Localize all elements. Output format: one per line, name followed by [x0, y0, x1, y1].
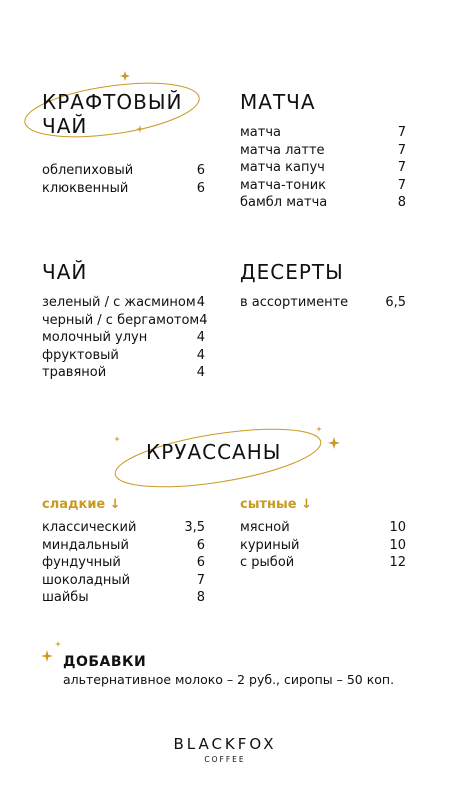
list-item [42, 294, 205, 312]
list-item [42, 162, 205, 180]
tea-list [42, 294, 208, 382]
sweet-label: сладкие ↓ [42, 497, 121, 512]
item-name: клюквенный [42, 180, 129, 196]
addons-text: альтернативное молоко – 2 руб., сиропы – 50 коп. [63, 672, 395, 687]
brand-name: BLACKFOX [173, 735, 277, 753]
sparkle-star-icon [120, 71, 130, 81]
item-price: 6 [196, 555, 205, 570]
item-price: 7 [397, 177, 406, 193]
desserts-section [240, 260, 406, 312]
desserts-list [240, 294, 406, 312]
item-name: с рыбой [240, 555, 295, 570]
sparkle-star-icon [55, 641, 61, 647]
list-item [42, 572, 205, 590]
list-item [42, 537, 205, 555]
savory-label: сытные ↓ [240, 497, 312, 512]
matcha-title: МАТЧА [240, 90, 316, 114]
list-item [42, 180, 205, 198]
brand-subtitle: COFFEE [204, 755, 246, 764]
item-name: облепиховый [42, 163, 134, 178]
item-name: молочный улун [42, 330, 148, 345]
tea-title: ЧАЙ [42, 260, 88, 284]
desserts-title: ДЕСЕРТЫ [240, 260, 344, 284]
list-item [240, 554, 406, 572]
craft-tea-list [42, 162, 205, 197]
item-price: 8 [397, 195, 406, 210]
item-name: классический [42, 520, 137, 535]
item-name: черный / с бергамотом [42, 312, 200, 328]
list-item [42, 347, 205, 365]
item-price: 8 [196, 590, 205, 605]
sparkle-star-icon [328, 437, 340, 449]
list-item [240, 537, 406, 555]
item-price: 6 [196, 537, 205, 553]
list-item [42, 519, 205, 537]
matcha-section [240, 90, 406, 212]
item-price: 7 [196, 572, 205, 588]
item-price: 7 [397, 160, 406, 175]
item-name: матча капуч [240, 160, 325, 175]
item-price: 4 [199, 312, 208, 328]
item-name: в ассортименте [240, 295, 349, 310]
item-price: 10 [389, 537, 406, 553]
addons-section [63, 653, 403, 688]
list-item [240, 142, 406, 160]
item-price: 6,5 [385, 295, 406, 310]
sparkle-star-icon [41, 650, 53, 662]
item-price: 4 [196, 347, 205, 363]
item-price: 6 [196, 163, 205, 178]
list-item [240, 519, 406, 537]
craft-tea-section [42, 90, 205, 197]
addons-title: ДОБАВКИ [63, 654, 147, 670]
item-price: 6 [196, 180, 205, 196]
item-price: 10 [389, 520, 406, 535]
list-item [42, 364, 205, 382]
item-name: матча латте [240, 142, 325, 158]
item-name: мясной [240, 520, 290, 535]
list-item [42, 329, 205, 347]
sparkle-star-icon [114, 436, 120, 442]
tea-section [42, 260, 208, 382]
item-name: матча-тоник [240, 177, 327, 193]
croissants-savory-group [240, 497, 406, 572]
item-price: 4 [196, 295, 205, 310]
item-name: шоколадный [42, 572, 131, 588]
item-name: миндальный [42, 537, 129, 553]
item-name: матча [240, 125, 281, 140]
list-item [42, 554, 205, 572]
croissants-sweet-group [42, 497, 205, 607]
craft-tea-title: КРАФТОВЫЙ ЧАЙ [42, 90, 183, 138]
list-item [240, 194, 406, 212]
savory-list [240, 519, 406, 572]
list-item [240, 177, 406, 195]
item-price: 7 [397, 142, 406, 158]
croissants-section [146, 440, 281, 464]
item-name: зеленый / с жасмином [42, 295, 196, 310]
item-price: 7 [397, 125, 406, 140]
item-name: куриный [240, 537, 300, 553]
list-item [240, 159, 406, 177]
list-item [240, 124, 406, 142]
sparkle-star-icon [316, 426, 322, 432]
list-item [42, 312, 208, 330]
matcha-list [240, 124, 406, 212]
item-name: бамбл матча [240, 195, 328, 210]
item-price: 4 [196, 330, 205, 345]
sweet-list [42, 519, 205, 607]
item-price: 12 [389, 555, 406, 570]
list-item [240, 294, 406, 312]
brand-logo [0, 735, 450, 765]
list-item [42, 589, 205, 607]
croissants-title: КРУАССАНЫ [146, 440, 282, 464]
item-name: травяной [42, 365, 107, 380]
item-name: фруктовый [42, 347, 119, 363]
item-price: 3,5 [184, 520, 205, 535]
item-price: 4 [196, 365, 205, 380]
item-name: фундучный [42, 555, 121, 570]
item-name: шайбы [42, 590, 89, 605]
